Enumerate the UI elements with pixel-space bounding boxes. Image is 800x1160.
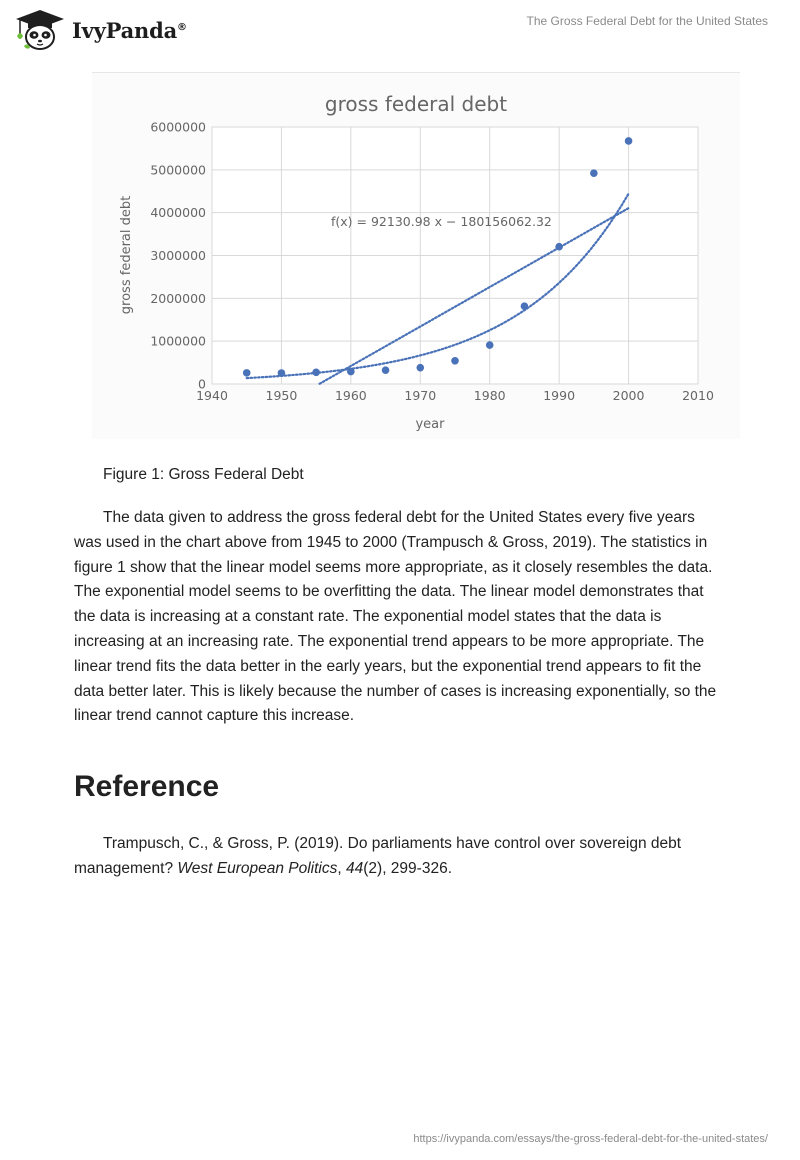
y-tick-label: 0 <box>198 376 206 392</box>
chart-title: gross federal debt <box>324 92 508 116</box>
ivypanda-logo[interactable] <box>14 8 187 52</box>
x-axis-label: year <box>415 417 445 432</box>
data-point <box>625 137 633 145</box>
reference-volume: 44 <box>346 859 364 877</box>
data-point <box>278 369 286 377</box>
data-point <box>382 366 390 374</box>
data-point <box>521 302 529 310</box>
document-title: The Gross Federal Debt for the United States <box>526 14 768 28</box>
y-axis-label: gross federal debt <box>119 195 134 315</box>
data-point <box>347 368 355 376</box>
y-tick-label: 1000000 <box>150 333 206 349</box>
panda-graduate-icon <box>14 8 66 52</box>
x-tick-label: 1970 <box>404 388 437 403</box>
reference-entry: Trampusch, C., & Gross, P. (2019). Do parliaments have control over sovereign debt management? West European Politics, 44(2), 299-326. <box>74 835 682 877</box>
y-tick-label: 2000000 <box>150 290 206 306</box>
y-tick-label: 3000000 <box>150 248 206 263</box>
data-point <box>416 364 424 372</box>
data-point <box>312 368 320 376</box>
x-tick-label: 1960 <box>334 388 367 403</box>
footer-url[interactable]: https://ivypanda.com/essays/the-gross-federal-debt-for-the-united-states/ <box>413 1133 768 1145</box>
y-tick-label: 5000000 <box>150 162 206 178</box>
y-tick-label: 6000000 <box>150 119 206 135</box>
brand-name: IvyPanda® <box>72 17 187 43</box>
chart-figure <box>92 72 740 439</box>
x-tick-label: 1950 <box>265 388 298 403</box>
reference-heading: Reference <box>74 770 220 803</box>
data-point <box>451 357 459 365</box>
page-header <box>0 0 800 60</box>
trendline-equation: f(x) = 92130.98 x − 180156062.32 <box>331 214 552 229</box>
x-tick-label: 1980 <box>473 388 506 403</box>
reference-issue-pages: (2), 299-326. <box>363 859 452 877</box>
figure-caption: Figure 1: Gross Federal Debt <box>103 466 304 483</box>
data-point <box>486 341 494 349</box>
x-tick-label: 1990 <box>543 388 576 403</box>
x-tick-label: 2010 <box>682 388 714 403</box>
x-tick-label: 2000 <box>612 388 645 403</box>
x-tick-label: 1940 <box>196 388 228 403</box>
body-paragraph: The data given to address the gross federal debt for the United States every five years was used in the chart above from 1945 to 2000 (Trampusch & Gross, 2019). The statistics in figure 1 show that the linear model seems more appropriate, as it closely resembles the data. The exponential model seems to be overfitting the data. The linear model demonstrates that the data is increasing at a constant rate. The exponential model states that the data is increasing at an increasing rate. The exponential trend appears to be more appropriate. The linear trend fits the data better in the early years, but the exponential trend appears to fit the data better later. This is likely because the number of cases is increasing exponentially, so the linear trend cannot capture this increase. <box>74 509 717 725</box>
y-tick-label: 4000000 <box>150 205 206 221</box>
data-point <box>555 243 563 251</box>
gross-federal-debt-chart <box>92 73 740 439</box>
reference-authors-title: Trampusch, C., & Gross, P. (2019). Do parliaments have control over sovereign debt management? <box>74 835 682 877</box>
data-point <box>243 369 251 377</box>
reference-journal: West European Politics <box>177 859 338 877</box>
data-point <box>590 169 598 177</box>
